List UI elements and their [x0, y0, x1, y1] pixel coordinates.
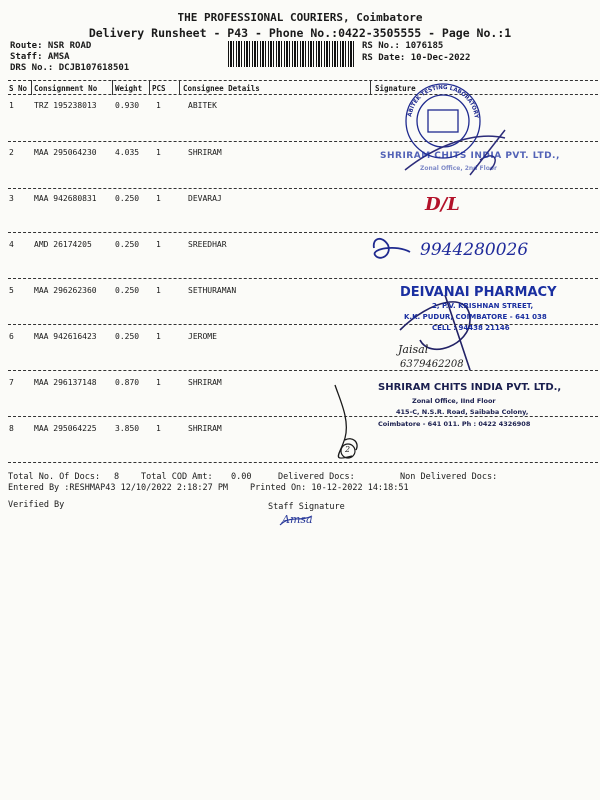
- row-consignee: SHRIRAM: [188, 148, 222, 157]
- row-3-delivery-mark: D/L: [425, 194, 460, 215]
- shriram-stamp-row7-line3: 415-C, N.S.R. Road, Saibaba Colony,: [396, 408, 529, 416]
- pharmacy-stamp-address2: K.K. PUDUR, COIMBATORE - 641 038: [404, 313, 547, 321]
- shriram-stamp-row7-line4: Coimbatore - 641 011. Ph : 0422 4326908: [378, 420, 531, 428]
- row-consignee: SREEDHAR: [188, 240, 227, 249]
- route-label: Route: NSR ROAD: [10, 41, 92, 51]
- row-weight: 0.930: [115, 101, 140, 110]
- column-header-pcs: PCS: [152, 84, 166, 93]
- total-docs-value: 8: [114, 472, 120, 482]
- shriram-stamp-row2-subline: Zonal Office, 2nd Floor: [420, 165, 497, 172]
- row-consignment: MAA 295064225: [34, 424, 97, 433]
- row-8-circled-number: 2: [345, 445, 351, 454]
- row-weight: 0.250: [115, 240, 140, 249]
- row-weight: 0.250: [115, 286, 140, 295]
- delivered-docs-label: Delivered Docs:: [278, 472, 355, 482]
- staff-signature-label: Staff Signature: [268, 502, 345, 512]
- row-6-receiver-name: Jaisal: [398, 343, 429, 356]
- column-header-signature: Signature: [375, 84, 416, 93]
- row-pcs: 1: [156, 332, 161, 341]
- row-4-phone-handwritten: 9944280026: [420, 240, 529, 260]
- verified-by-label: Verified By: [8, 500, 65, 510]
- rs-number: RS No.: 1076185: [362, 41, 444, 51]
- entered-by: Entered By :RESHMAP43 12/10/2022 2:18:27 PM: [8, 483, 229, 493]
- row-consignee: SETHURAMAN: [188, 286, 237, 295]
- row-sno: 1: [9, 101, 14, 110]
- shriram-stamp-row7-line2: Zonal Office, IInd Floor: [412, 397, 496, 405]
- row-sno: 8: [9, 424, 14, 433]
- row-pcs: 1: [156, 378, 161, 387]
- pharmacy-stamp-address1: 2, P.V. KRISHNAN STREET,: [432, 302, 534, 310]
- shriram-stamp-row7: SHRIRAM CHITS INDIA PVT. LTD.,: [378, 382, 562, 393]
- row-consignee: SHRIRAM: [188, 378, 222, 387]
- row-pcs: 1: [156, 286, 161, 295]
- row-weight: 0.870: [115, 378, 140, 387]
- row-pcs: 1: [156, 240, 161, 249]
- document-title: THE PROFESSIONAL COURIERS, Coimbatore: [177, 11, 423, 24]
- row-consignee: JEROME: [188, 332, 217, 341]
- rs-date: RS Date: 10-Dec-2022: [362, 53, 471, 63]
- row-consignment: AMD 26174205: [34, 240, 92, 249]
- row-consignee: ABITEK: [188, 101, 217, 110]
- column-header-weight: Weight: [115, 84, 143, 93]
- cod-amount-label: Total COD Amt:: [141, 472, 213, 482]
- row-consignee: SHRIRAM: [188, 424, 222, 433]
- row-consignment: MAA 942616423: [34, 332, 97, 341]
- row-sno: 5: [9, 286, 14, 295]
- cod-amount-value: 0.00: [231, 472, 252, 482]
- row-sno: 3: [9, 194, 14, 203]
- row-consignment: MAA 296137148: [34, 378, 97, 387]
- row-sno: 7: [9, 378, 14, 387]
- runsheet-subtitle: Delivery Runsheet - P43 - Phone No.:0422-3505555 - Page No.:1: [88, 26, 512, 40]
- row-pcs: 1: [156, 101, 161, 110]
- row-weight: 0.250: [115, 194, 140, 203]
- row-consignment: MAA 295064230: [34, 148, 97, 157]
- row-consignment: MAA 296262360: [34, 286, 97, 295]
- pharmacy-stamp-name: DEIVANAI PHARMACY: [400, 285, 557, 300]
- staff-signature-handwritten: Amsa: [282, 513, 313, 526]
- row-sno: 6: [9, 332, 14, 341]
- row-weight: 3.850: [115, 424, 140, 433]
- total-docs-label: Total No. Of Docs:: [8, 472, 101, 482]
- row-consignment: MAA 942680831: [34, 194, 97, 203]
- row-consignee: DEVARAJ: [188, 194, 222, 203]
- abitek-seal-text: ABITEK TESTING LABORATORY: [407, 84, 479, 119]
- row-sno: 2: [9, 148, 14, 157]
- row-weight: 4.035: [115, 148, 140, 157]
- column-header-consignee: Consignee Details: [183, 84, 260, 93]
- shriram-stamp-row2: SHRIRAM CHITS INDIA PVT. LTD.,: [380, 151, 560, 161]
- row-sno: 4: [9, 240, 14, 249]
- row-consignment: TRZ 195238013: [34, 101, 97, 110]
- signature-scribble: [374, 239, 410, 258]
- row-pcs: 1: [156, 424, 161, 433]
- row-6-receiver-phone: 6379462208: [400, 359, 464, 370]
- column-header-consignment: Consignment No: [34, 84, 98, 93]
- row-weight: 0.250: [115, 332, 140, 341]
- column-header-sno: S No: [9, 84, 28, 93]
- non-delivered-docs-label: Non Delivered Docs:: [400, 472, 498, 482]
- drs-number: DRS No.: DCJB107618501: [10, 63, 130, 73]
- pharmacy-stamp-phone: CELL : 94438 21146: [432, 324, 510, 332]
- printed-on: Printed On: 10-12-2022 14:18:51: [250, 483, 409, 493]
- row-pcs: 1: [156, 194, 161, 203]
- row-pcs: 1: [156, 148, 161, 157]
- staff-label: Staff: AMSA: [10, 52, 70, 62]
